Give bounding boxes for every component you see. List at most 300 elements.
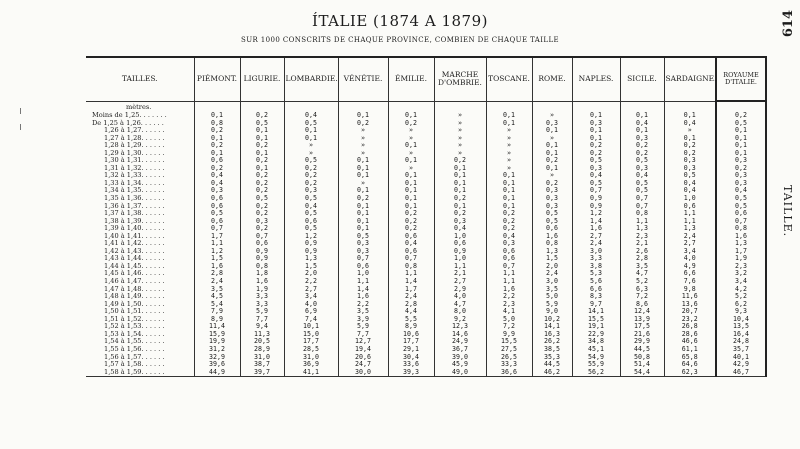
value-cell: 4,9 [664, 263, 716, 271]
height-range-cell: 1,55 à 1,56. . . . . . [104, 344, 165, 353]
value-cell: » [532, 172, 572, 180]
value-cell: » [532, 112, 572, 120]
value-cell: 4,0 [284, 301, 338, 309]
value-cell: 0,2 [338, 195, 388, 203]
value-cell: 41,1 [284, 369, 338, 377]
unit-row [86, 101, 766, 112]
value-cell: 2,2 [486, 293, 532, 301]
value-cell: 0,4 [194, 180, 240, 188]
value-cell: » [388, 127, 434, 135]
value-cell: 10,4 [716, 316, 766, 324]
column-header: LOMBARDIE. [284, 57, 338, 101]
value-cell: 2,7 [434, 278, 486, 286]
value-cell: 0,7 [620, 203, 664, 211]
value-cell: 0,2 [664, 142, 716, 150]
value-cell: 0,3 [338, 240, 388, 248]
value-cell: 0,1 [572, 135, 620, 143]
column-header: ÉMILIE. [388, 57, 434, 101]
value-cell: 1,6 [532, 233, 572, 241]
height-range-cell: 1,40 à 1,41. . . . . . [104, 231, 165, 240]
table-row [86, 127, 766, 135]
value-cell: » [434, 142, 486, 150]
value-cell: 44,9 [194, 369, 240, 377]
value-cell: 0,5 [194, 210, 240, 218]
value-cell: 0,5 [284, 195, 338, 203]
value-cell: 0,8 [240, 263, 284, 271]
value-cell: 0,2 [388, 210, 434, 218]
value-cell: 2,0 [284, 270, 338, 278]
value-cell: 3,5 [620, 263, 664, 271]
value-cell: 7,2 [486, 323, 532, 331]
value-cell: » [486, 127, 532, 135]
table-row [86, 248, 766, 256]
value-cell: 0,1 [388, 203, 434, 211]
value-cell: 1,4 [572, 218, 620, 226]
value-cell: 0,1 [434, 180, 486, 188]
value-cell: 9,4 [240, 323, 284, 331]
value-cell: 5,5 [388, 316, 434, 324]
value-cell: 0,1 [338, 218, 388, 226]
height-range-cell: 1,50 à 1,51. . . . . . [104, 307, 165, 316]
value-cell: 50,8 [620, 354, 664, 362]
value-cell: 0,1 [388, 157, 434, 165]
value-cell: 0,1 [572, 127, 620, 135]
value-cell: 0,1 [620, 127, 664, 135]
value-cell: 0,1 [194, 150, 240, 158]
value-cell: 3,4 [284, 293, 338, 301]
value-cell: 36,7 [434, 346, 486, 354]
table-row [86, 240, 766, 248]
value-cell: 8,0 [434, 308, 486, 316]
column-header: TOSCANE. [486, 57, 532, 101]
value-cell: 1,1 [434, 263, 486, 271]
value-cell: 5,6 [572, 278, 620, 286]
value-cell: 1,0 [338, 270, 388, 278]
value-cell: 0,3 [572, 165, 620, 173]
value-cell: 0,6 [716, 210, 766, 218]
value-cell: 19,4 [338, 346, 388, 354]
value-cell: 0,2 [532, 180, 572, 188]
value-cell: 0,3 [532, 120, 572, 128]
value-cell: 0,4 [572, 172, 620, 180]
value-cell: 1,5 [284, 263, 338, 271]
value-cell: 15,9 [194, 331, 240, 339]
value-cell: 2,2 [338, 301, 388, 309]
column-header: VÉNÉTIE. [338, 57, 388, 101]
value-cell: 10,1 [284, 323, 338, 331]
value-cell: 3,0 [532, 278, 572, 286]
table-row [86, 225, 766, 233]
value-cell: 0,6 [194, 195, 240, 203]
value-cell: 1,4 [388, 278, 434, 286]
table-header [86, 57, 766, 101]
value-cell: 4,5 [194, 293, 240, 301]
value-cell: 0,4 [664, 120, 716, 128]
value-cell: 0,9 [572, 203, 620, 211]
value-cell: 30,0 [338, 369, 388, 377]
value-cell: 5,3 [572, 270, 620, 278]
value-cell: 4,7 [620, 270, 664, 278]
value-cell: 0,1 [532, 142, 572, 150]
value-cell: 0,2 [240, 203, 284, 211]
value-cell: 0,3 [532, 187, 572, 195]
value-cell: 14,1 [572, 308, 620, 316]
value-cell: 1,1 [620, 218, 664, 226]
value-cell: 0,4 [194, 172, 240, 180]
height-range-cell: 1,56 à 1,57. . . . . . [104, 352, 165, 361]
value-cell: 27,5 [486, 346, 532, 354]
value-cell: » [486, 150, 532, 158]
column-header: TAILLES. [86, 57, 194, 101]
table-row [86, 354, 766, 362]
value-cell: 0,6 [532, 225, 572, 233]
value-cell: 16,4 [716, 331, 766, 339]
height-range-cell: 1,33 à 1,34. . . . . . [104, 178, 165, 187]
value-cell: 10,2 [532, 316, 572, 324]
value-cell: 20,7 [664, 308, 716, 316]
value-cell: 36,6 [486, 369, 532, 377]
value-cell: 0,3 [620, 165, 664, 173]
value-cell: 39,0 [434, 354, 486, 362]
value-cell: 2,3 [716, 263, 766, 271]
value-cell: 1,7 [388, 286, 434, 294]
value-cell: 1,3 [284, 255, 338, 263]
value-cell: 0,2 [716, 165, 766, 173]
value-cell: 0,1 [284, 135, 338, 143]
value-cell: » [338, 135, 388, 143]
value-cell: 0,7 [388, 255, 434, 263]
value-cell: 65,8 [664, 354, 716, 362]
value-cell: 17,5 [620, 323, 664, 331]
value-cell: 9,7 [572, 301, 620, 309]
page-subtitle: SUR 1000 CONSCRITS DE CHAQUE PROVINCE, COMBIEN DE CHAQUE TAILLE [241, 36, 559, 44]
value-cell: 0,1 [532, 165, 572, 173]
value-cell: 3,5 [338, 308, 388, 316]
table-row [86, 361, 766, 369]
value-cell: 2,7 [572, 233, 620, 241]
value-cell: 0,5 [284, 157, 338, 165]
value-cell: 38,5 [532, 346, 572, 354]
value-cell: 54,9 [572, 354, 620, 362]
value-cell: 26,2 [532, 338, 572, 346]
value-cell: 0,5 [240, 120, 284, 128]
value-cell: 62,3 [664, 369, 716, 377]
value-cell: 0,8 [716, 225, 766, 233]
value-cell: 0,1 [434, 172, 486, 180]
value-cell: 0,5 [284, 210, 338, 218]
value-cell: 49,0 [434, 369, 486, 377]
value-cell: 2,0 [532, 263, 572, 271]
value-cell: 7,4 [284, 316, 338, 324]
value-cell: 0,2 [240, 225, 284, 233]
value-cell: 0,9 [240, 248, 284, 256]
value-cell: 0,6 [388, 248, 434, 256]
value-cell: 0,5 [620, 187, 664, 195]
value-cell: 31,0 [284, 354, 338, 362]
table-row [86, 187, 766, 195]
value-cell: 0,9 [572, 195, 620, 203]
value-cell: 35,7 [716, 346, 766, 354]
value-cell: 4,7 [434, 301, 486, 309]
value-cell: 11,4 [194, 323, 240, 331]
value-cell: 61,1 [664, 346, 716, 354]
value-cell: » [486, 165, 532, 173]
value-cell: 2,3 [620, 233, 664, 241]
value-cell: 30,4 [388, 354, 434, 362]
table-row [86, 301, 766, 309]
height-range-cell: 1,26 à 1,27. . . . . . [104, 126, 165, 135]
value-cell: 1,2 [284, 233, 338, 241]
table-row [86, 286, 766, 294]
value-cell: 15,0 [284, 331, 338, 339]
value-cell: » [532, 135, 572, 143]
value-cell: 0,1 [338, 187, 388, 195]
value-cell: 17,7 [284, 338, 338, 346]
value-cell: 1,3 [716, 240, 766, 248]
value-cell: 1,6 [716, 233, 766, 241]
table-row [86, 135, 766, 143]
column-header: ROYAUME D'ITALIE. [716, 57, 766, 101]
height-range-cell: 1,27 à 1,28. . . . . . [104, 133, 165, 142]
value-cell: 6,6 [664, 270, 716, 278]
value-cell: 0,8 [620, 210, 664, 218]
value-cell: 2,4 [194, 278, 240, 286]
value-cell: 24,8 [716, 338, 766, 346]
value-cell: 3,2 [716, 270, 766, 278]
value-cell: 0,1 [240, 165, 284, 173]
table-row [86, 338, 766, 346]
value-cell: 1,6 [240, 278, 284, 286]
value-cell: 2,2 [284, 278, 338, 286]
value-cell: 0,9 [284, 240, 338, 248]
table-row [86, 369, 766, 377]
value-cell: 2,1 [620, 240, 664, 248]
height-range-cell: 1,39 à 1,40. . . . . . [104, 224, 165, 233]
value-cell: 10,6 [388, 331, 434, 339]
value-cell: 0,4 [620, 172, 664, 180]
value-cell: 6,3 [620, 286, 664, 294]
value-cell: 0,2 [240, 157, 284, 165]
value-cell: 0,6 [284, 218, 338, 226]
table-row [86, 150, 766, 158]
column-header: ROME. [532, 57, 572, 101]
value-cell: 0,2 [284, 180, 338, 188]
column-header: SARDAIGNE. [664, 57, 716, 101]
value-cell: 1,1 [486, 278, 532, 286]
value-cell: 1,1 [486, 270, 532, 278]
value-cell: 7,7 [240, 316, 284, 324]
value-cell: 0,2 [434, 210, 486, 218]
value-cell: 0,2 [664, 150, 716, 158]
value-cell: 0,1 [388, 180, 434, 188]
value-cell: 0,2 [434, 157, 486, 165]
value-cell: 1,0 [434, 233, 486, 241]
value-cell: 0,4 [716, 187, 766, 195]
height-range-cell: Moins de 1,25. . . . . . . [92, 111, 167, 119]
table-row [86, 218, 766, 226]
value-cell: 24,9 [434, 338, 486, 346]
value-cell: 0,5 [284, 120, 338, 128]
value-cell: 7,2 [620, 293, 664, 301]
height-range-cell: 1,52 à 1,53. . . . . . [104, 322, 165, 331]
value-cell: 0,2 [486, 210, 532, 218]
value-cell: 8,3 [572, 293, 620, 301]
value-cell: 0,1 [338, 225, 388, 233]
value-cell: 38,7 [240, 361, 284, 369]
value-cell: 0,7 [620, 195, 664, 203]
value-cell: 56,2 [572, 369, 620, 377]
value-cell: 0,3 [486, 240, 532, 248]
value-cell: 0,4 [434, 225, 486, 233]
value-cell: 29,9 [620, 338, 664, 346]
table-row [86, 278, 766, 286]
value-cell: 39,6 [194, 361, 240, 369]
value-cell: 0,3 [620, 135, 664, 143]
table-row [86, 316, 766, 324]
value-cell: 0,4 [388, 240, 434, 248]
value-cell: 54,4 [620, 369, 664, 377]
value-cell: 0,3 [716, 157, 766, 165]
height-range-cell: 1,41 à 1,42. . . . . . [104, 239, 165, 248]
value-cell: 0,5 [572, 157, 620, 165]
value-cell: » [338, 142, 388, 150]
value-cell: 64,6 [664, 361, 716, 369]
value-cell: 0,7 [716, 218, 766, 226]
value-cell: 2,1 [434, 270, 486, 278]
value-cell: 0,3 [716, 172, 766, 180]
value-cell: 8,6 [620, 301, 664, 309]
value-cell: 7,6 [664, 278, 716, 286]
table-row [86, 112, 766, 120]
value-cell: 0,7 [572, 187, 620, 195]
value-cell: 0,4 [284, 203, 338, 211]
value-cell: » [434, 112, 486, 120]
value-cell: 0,1 [716, 142, 766, 150]
value-cell: 0,1 [486, 120, 532, 128]
value-cell: 0,2 [572, 150, 620, 158]
value-cell: 1,4 [338, 286, 388, 294]
value-cell: 55,9 [572, 361, 620, 369]
value-cell: » [434, 150, 486, 158]
value-cell: 0,2 [620, 142, 664, 150]
table-row [86, 203, 766, 211]
value-cell: 6,2 [716, 301, 766, 309]
value-cell: 46,6 [664, 338, 716, 346]
value-cell: 2,8 [620, 255, 664, 263]
value-cell: 2,8 [388, 301, 434, 309]
value-cell: 46,7 [716, 369, 766, 377]
value-cell: 2,8 [194, 270, 240, 278]
height-range-cell: 1,28 à 1,29. . . . . . [104, 141, 165, 150]
value-cell: 0,2 [532, 157, 572, 165]
value-cell: 1,8 [240, 270, 284, 278]
value-cell: 0,1 [486, 172, 532, 180]
value-cell: 0,1 [284, 127, 338, 135]
value-cell: 1,0 [664, 195, 716, 203]
value-cell: 0,7 [240, 233, 284, 241]
value-cell: 34,8 [572, 338, 620, 346]
value-cell: 7,7 [338, 331, 388, 339]
value-cell: 13,6 [664, 301, 716, 309]
value-cell: 0,2 [240, 180, 284, 188]
value-cell: 0,5 [620, 180, 664, 188]
table-row [86, 180, 766, 188]
value-cell: 0,1 [388, 195, 434, 203]
value-cell: 0,1 [388, 187, 434, 195]
value-cell: 0,4 [620, 120, 664, 128]
value-cell: 0,5 [664, 172, 716, 180]
value-cell: 0,1 [388, 112, 434, 120]
value-cell: 0,1 [388, 142, 434, 150]
height-range-cell: 1,35 à 1,36. . . . . . [104, 194, 165, 203]
value-cell: 0,8 [388, 263, 434, 271]
value-cell: 4,0 [434, 293, 486, 301]
value-cell: 0,4 [664, 180, 716, 188]
value-cell: 40,1 [716, 354, 766, 362]
value-cell: 11,3 [240, 331, 284, 339]
value-cell: 0,2 [620, 150, 664, 158]
value-cell: 0,6 [664, 203, 716, 211]
height-range-cell: 1,38 à 1,39. . . . . . [104, 216, 165, 225]
value-cell: 0,3 [532, 195, 572, 203]
table-row [86, 172, 766, 180]
value-cell: 0,1 [434, 165, 486, 173]
value-cell: 0,2 [486, 218, 532, 226]
value-cell: 1,2 [572, 210, 620, 218]
value-cell: 1,5 [532, 255, 572, 263]
value-cell: 22,9 [572, 331, 620, 339]
value-cell: 0,2 [194, 127, 240, 135]
value-cell: 4,4 [388, 308, 434, 316]
margin-mark [20, 124, 21, 130]
value-cell: 32,9 [194, 354, 240, 362]
value-cell: 20,6 [338, 354, 388, 362]
value-cell: 39,3 [388, 369, 434, 377]
height-range-cell: 1,47 à 1,48. . . . . . [104, 284, 165, 293]
height-range-cell: 1,54 à 1,55. . . . . . [104, 337, 165, 346]
value-cell: 29,1 [388, 346, 434, 354]
value-cell: 0,1 [716, 127, 766, 135]
table-row [86, 346, 766, 354]
value-cell: » [434, 120, 486, 128]
value-cell: 0,2 [240, 187, 284, 195]
value-cell: 3,3 [572, 255, 620, 263]
value-cell: 0,7 [338, 255, 388, 263]
height-range-cell: 1,58 à 1,59. . . . . . [86, 369, 194, 377]
value-cell: 5,2 [716, 293, 766, 301]
value-cell: 0,1 [338, 112, 388, 120]
height-range-cell: 1,45 à 1,46. . . . . . [104, 269, 165, 278]
height-range-cell: 1,49 à 1,50. . . . . . [104, 299, 165, 308]
value-cell: 9,0 [532, 308, 572, 316]
value-cell: 0,2 [338, 120, 388, 128]
value-cell: 0,3 [434, 218, 486, 226]
value-cell: 9,2 [434, 316, 486, 324]
value-cell: » [338, 127, 388, 135]
height-range-cell: 1,36 à 1,37. . . . . . [104, 201, 165, 210]
value-cell: 0,5 [532, 210, 572, 218]
value-cell: 2,4 [572, 240, 620, 248]
table-row [86, 233, 766, 241]
value-cell: 45,9 [434, 361, 486, 369]
height-range-cell: De 1,25 à 1,26. . . . . . [92, 118, 164, 127]
value-cell: » [434, 127, 486, 135]
value-cell: 0,9 [240, 255, 284, 263]
table-row [86, 142, 766, 150]
value-cell: 51,4 [620, 361, 664, 369]
value-cell: 0,5 [716, 195, 766, 203]
value-cell: 11,6 [664, 293, 716, 301]
